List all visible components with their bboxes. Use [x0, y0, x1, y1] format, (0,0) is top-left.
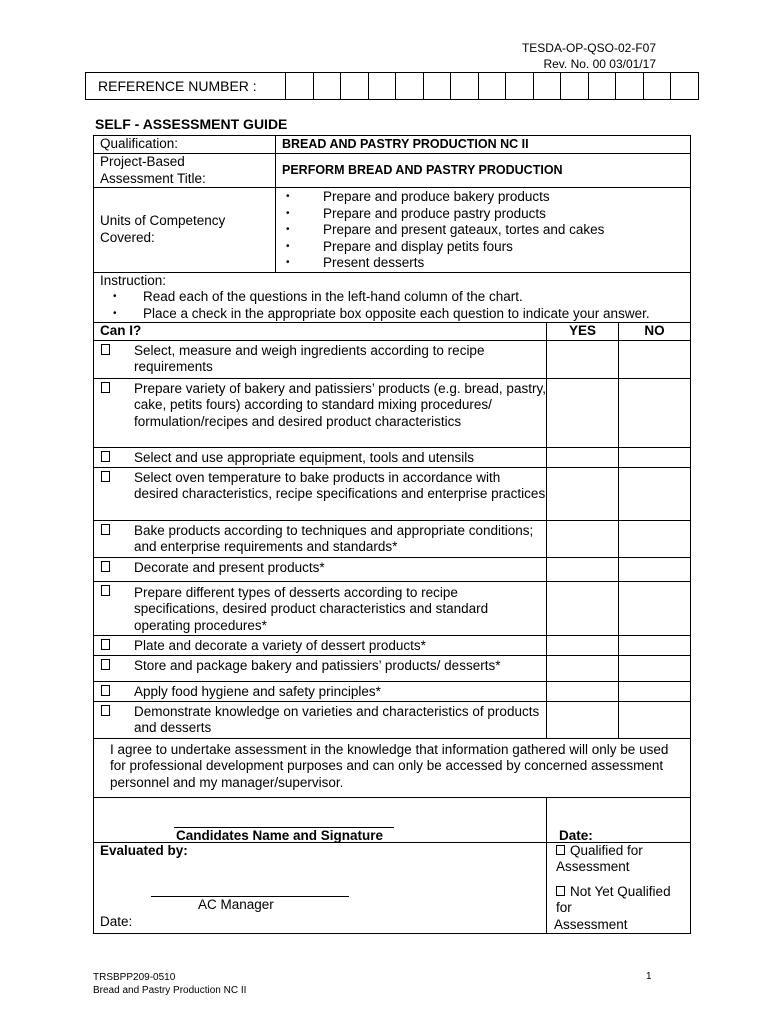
reference-digit-box[interactable] [341, 73, 369, 100]
checklist-header-row [94, 323, 691, 341]
units-row [94, 188, 691, 273]
project-row [94, 154, 691, 188]
reference-digit-box[interactable] [451, 73, 479, 100]
yes-checkbox[interactable] [547, 701, 619, 738]
header-no: NO [619, 323, 691, 341]
question-text: Apply food hygiene and safety principles* [134, 683, 381, 699]
question-cell [94, 635, 547, 655]
no-checkbox[interactable] [619, 581, 691, 635]
units-label-line1: Units of Competency [100, 213, 226, 229]
no-checkbox[interactable] [619, 557, 691, 581]
form-code: TESDA-OP-QSO-02-F07 [521, 41, 656, 55]
reference-digit-box[interactable] [588, 73, 616, 100]
question-text: Bake products according to techniques and appropriate conditions; and enterprise requirements and standards* [134, 522, 534, 554]
checkbox-icon [101, 524, 110, 535]
question-row [94, 340, 691, 378]
unit-item: • Prepare and present gateaux, tortes and cakes [286, 222, 690, 239]
project-value: PERFORM BREAD AND PASTRY PRODUCTION [276, 154, 691, 188]
reference-digit-box[interactable] [533, 73, 561, 100]
candidate-date-label: Date: [559, 827, 593, 843]
question-row [94, 520, 691, 557]
question-text: Prepare variety of bakery and patissiers’ products (e.g. bread, pastry, cake, petits fours) according to standard mixing procedures/ formulation/recipes and desired product characteristics [134, 380, 546, 429]
yes-checkbox[interactable] [547, 681, 619, 701]
footer-title: Bread and Pastry Production NC II [93, 985, 247, 996]
unit-item: • Present desserts [286, 255, 690, 272]
checkbox-icon [101, 585, 110, 596]
evaluation-date-label: Date: [100, 913, 133, 929]
question-text: Prepare different types of desserts according to recipe specifications, desired product characteristics and standard operating procedures* [134, 584, 489, 633]
question-row [94, 635, 691, 655]
no-checkbox[interactable] [619, 467, 691, 520]
revision-number: Rev. No. 00 03/01/17 [543, 57, 656, 71]
question-row [94, 655, 691, 681]
yes-checkbox[interactable] [547, 655, 619, 681]
evaluated-by-label: Evaluated by: [100, 842, 188, 858]
checkbox-icon [101, 659, 110, 670]
checkbox-icon [101, 382, 110, 393]
instruction-cell [94, 272, 691, 323]
question-row [94, 378, 691, 447]
checkbox-icon [101, 685, 110, 696]
reference-digit-box[interactable] [423, 73, 451, 100]
question-text: Select and use appropriate equipment, tools and utensils [134, 449, 474, 465]
checkbox-icon [101, 705, 110, 716]
checkbox-icon [101, 344, 110, 355]
reference-digit-box[interactable] [396, 73, 424, 100]
question-cell [94, 581, 547, 635]
project-label-line2: Assessment Title: [100, 170, 206, 186]
checkbox-icon[interactable] [556, 845, 565, 855]
checkbox-icon [101, 451, 110, 462]
question-text: Plate and decorate a variety of dessert products* [134, 637, 426, 653]
unit-item: • Prepare and produce bakery products [286, 189, 690, 206]
reference-digit-box[interactable] [368, 73, 396, 100]
reference-digit-box[interactable] [561, 73, 589, 100]
question-row [94, 701, 691, 738]
no-checkbox[interactable] [619, 655, 691, 681]
no-checkbox[interactable] [619, 340, 691, 378]
question-row [94, 581, 691, 635]
instruction-list [100, 289, 690, 322]
question-row [94, 681, 691, 701]
question-cell [94, 467, 547, 520]
project-label [94, 154, 276, 188]
question-cell [94, 378, 547, 447]
no-checkbox[interactable] [619, 520, 691, 557]
reference-digit-box[interactable] [313, 73, 341, 100]
checkbox-icon [101, 471, 110, 482]
header-yes: YES [547, 323, 619, 341]
not-qualified-label-line1: Not Yet Qualified for [556, 883, 671, 915]
reference-digit-box[interactable] [286, 73, 314, 100]
qualification-label: Qualification: [94, 136, 276, 154]
units-label-line2: Covered: [100, 229, 155, 245]
checkbox-icon [101, 639, 110, 650]
question-cell [94, 681, 547, 701]
question-text: Store and package bakery and patissiers’ products/ desserts* [134, 657, 501, 673]
agreement-text: I agree to undertake assessment in the knowledge that information gathered will only be used for professional development purposes and can only be accessed by concerned assessment personnel and my manager/supervisor. [94, 738, 691, 797]
not-qualified-option[interactable] [553, 884, 690, 917]
candidate-date-cell[interactable] [547, 797, 691, 842]
qualified-option[interactable] [553, 843, 690, 876]
unit-item: • Prepare and produce pastry products [286, 206, 690, 223]
footer-code: TRSBPP209-0510 [93, 972, 176, 983]
checkbox-icon [101, 561, 110, 572]
question-text: Select, measure and weigh ingredients according to recipe requirements [134, 342, 485, 374]
qualification-value: BREAD AND PASTRY PRODUCTION NC II [276, 136, 691, 154]
manager-label: AC Manager [198, 896, 274, 912]
question-cell [94, 447, 547, 467]
question-cell [94, 655, 547, 681]
question-cell [94, 701, 547, 738]
signature-row [94, 797, 691, 842]
qualified-label: Qualified for Assessment [556, 842, 643, 874]
agreement-row [94, 738, 691, 797]
reference-number-label: REFERENCE NUMBER : [86, 73, 286, 100]
page-number: 1 [646, 971, 652, 982]
no-checkbox[interactable] [619, 681, 691, 701]
header-can-i: Can I? [94, 323, 547, 341]
yes-checkbox[interactable] [547, 467, 619, 520]
unit-item: • Prepare and display petits fours [286, 239, 690, 256]
yes-checkbox[interactable] [547, 520, 619, 557]
candidate-signature-label: Candidates Name and Signature [176, 827, 384, 843]
yes-checkbox[interactable] [547, 340, 619, 378]
question-text: Select oven temperature to bake products in accordance with desired characteristics, recipe specifications and enterprise practices [134, 469, 546, 501]
reference-digit-box[interactable] [506, 73, 534, 100]
yes-checkbox[interactable] [547, 447, 619, 467]
reference-digit-box[interactable] [671, 73, 699, 100]
no-checkbox[interactable] [619, 635, 691, 655]
document-title: SELF - ASSESSMENT GUIDE [95, 116, 288, 132]
units-list [276, 188, 690, 272]
question-cell [94, 520, 547, 557]
question-row [94, 467, 691, 520]
checkbox-icon[interactable] [556, 886, 565, 896]
question-row [94, 447, 691, 467]
question-text: Demonstrate knowledge on varieties and characteristics of products and desserts [134, 703, 540, 735]
qualification-row [94, 136, 691, 154]
no-checkbox[interactable] [619, 701, 691, 738]
units-label [94, 188, 276, 273]
evaluator-cell [94, 842, 547, 934]
instruction-item: • Read each of the questions in the left-hand column of the chart. [110, 289, 690, 306]
not-qualified-label-line2: Assessment [554, 916, 628, 932]
yes-checkbox[interactable] [547, 557, 619, 581]
instruction-item: • Place a check in the appropriate box opposite each question to indicate your answer. [110, 306, 690, 323]
project-label-line1: Project-Based [100, 154, 185, 169]
reference-number-row [85, 72, 699, 100]
reference-digit-box[interactable] [643, 73, 671, 100]
instruction-row [94, 272, 691, 323]
question-cell [94, 557, 547, 581]
self-assessment-table [93, 135, 691, 934]
candidate-signature-cell[interactable] [94, 797, 547, 842]
question-row [94, 557, 691, 581]
reference-digit-box[interactable] [478, 73, 506, 100]
yes-checkbox[interactable] [547, 378, 619, 447]
units-list-cell [276, 188, 691, 273]
question-text: Decorate and present products* [134, 559, 325, 575]
evaluation-result-cell [547, 842, 691, 934]
reference-digit-box[interactable] [616, 73, 644, 100]
question-cell [94, 340, 547, 378]
yes-checkbox[interactable] [547, 581, 619, 635]
evaluation-row [94, 842, 691, 934]
no-checkbox[interactable] [619, 378, 691, 447]
no-checkbox[interactable] [619, 447, 691, 467]
yes-checkbox[interactable] [547, 635, 619, 655]
instruction-label: Instruction: [100, 272, 167, 288]
